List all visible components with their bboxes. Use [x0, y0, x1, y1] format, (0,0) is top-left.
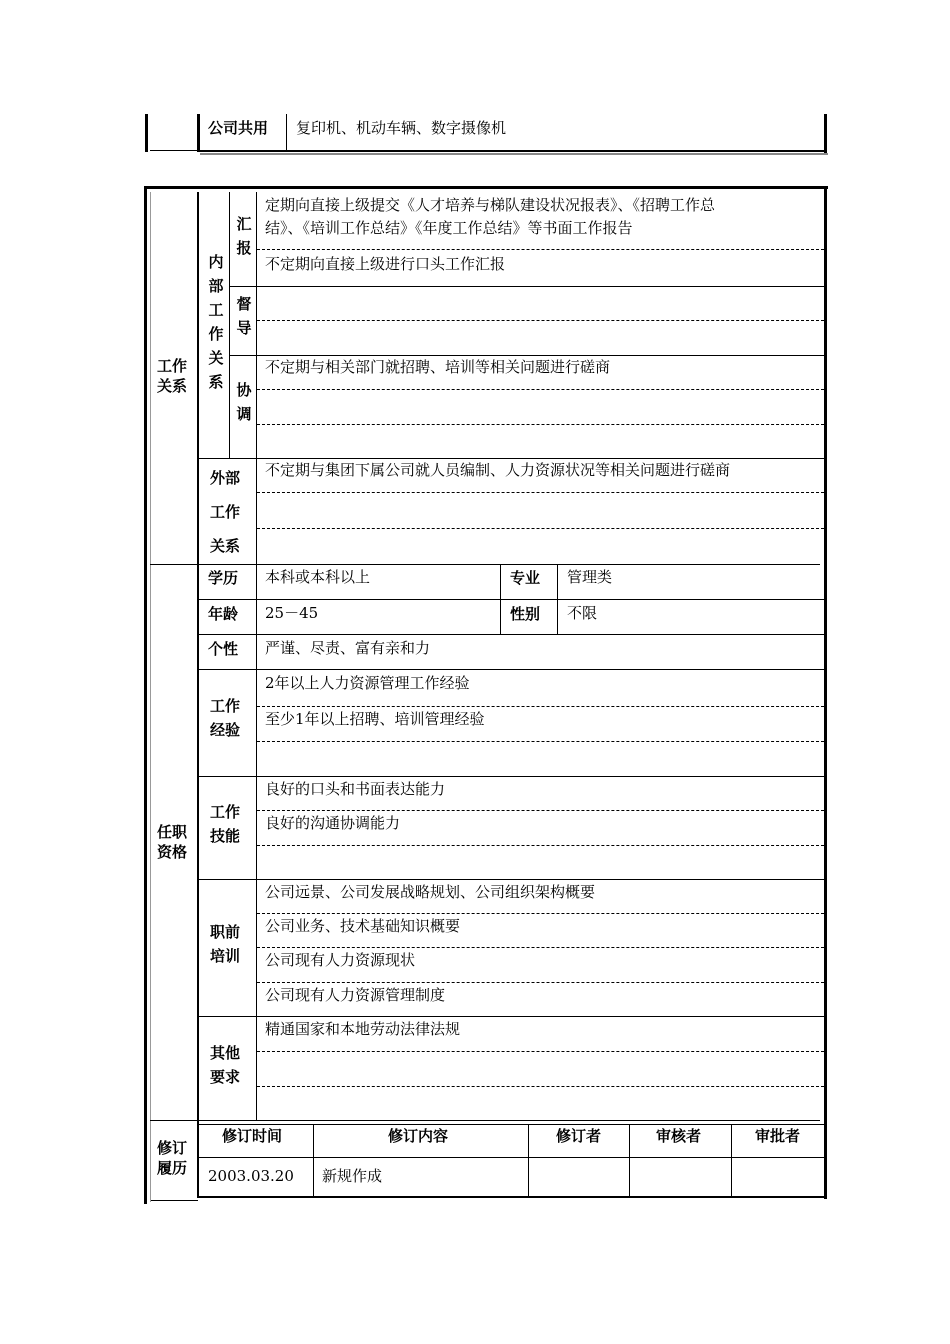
personality-label: 个性 [208, 640, 239, 658]
label-char: 作 [208, 325, 224, 343]
experience-label [210, 694, 240, 742]
label-line: 工作 [210, 803, 241, 821]
header-approver: 审批者 [755, 1127, 801, 1145]
report-label [234, 212, 254, 260]
header-revision-content: 修订内容 [388, 1127, 449, 1145]
supervise-label [234, 292, 254, 340]
row-rule [229, 355, 825, 356]
dashed-rule [257, 913, 824, 914]
cell-divider [731, 1124, 732, 1198]
skills-item-2: 良好的沟通协调能力 [265, 814, 401, 832]
major-value: 管理类 [567, 568, 613, 586]
label-line: 培训 [210, 947, 241, 965]
section-column-border [197, 192, 199, 1198]
dashed-rule [257, 389, 824, 390]
table-shadow [200, 153, 828, 155]
label-line: 职前 [210, 923, 241, 941]
label-line: 修订 [157, 1139, 188, 1157]
revision-date: 2003.03.20 [208, 1167, 294, 1185]
training-item-3: 公司现有人力资源现状 [265, 951, 416, 969]
qualifications-label-2: 资格 [157, 843, 188, 861]
header-reviser: 修订者 [556, 1127, 602, 1145]
label-char: 调 [236, 405, 252, 423]
report-text-2: 不定期向直接上级进行口头工作汇报 [265, 255, 506, 273]
training-item-1: 公司远景、公司发展战略规划、公司组织架构概要 [265, 883, 596, 901]
row-rule [229, 286, 825, 287]
label-line: 外部 [210, 469, 241, 487]
header-reviewer: 审核者 [656, 1127, 702, 1145]
qualifications-label-1: 任职 [157, 823, 188, 841]
internal-column-divider [229, 192, 230, 458]
cell-divider [313, 1124, 314, 1198]
label-char: 内 [208, 253, 224, 271]
report-text-1b: 结》、《培训工作总结》《年度工作总结》等书面工作报告 [265, 219, 633, 237]
personality-value: 严谨、尽责、富有亲和力 [265, 639, 431, 657]
label-char: 关 [208, 349, 224, 367]
section-column-shadow [150, 192, 151, 1202]
row-rule [199, 776, 825, 777]
dashed-rule [257, 320, 824, 321]
content-column-divider [256, 192, 257, 564]
revision-history-label [157, 1138, 187, 1178]
row-rule [199, 669, 825, 670]
header-revision-time: 修订时间 [222, 1127, 283, 1145]
skills-label [210, 800, 240, 848]
row-rule [199, 1157, 825, 1158]
revision-content: 新规作成 [322, 1167, 383, 1185]
dashed-rule [257, 741, 824, 742]
major-label: 专业 [510, 569, 541, 587]
education-label: 学历 [208, 569, 239, 587]
table-border [197, 150, 827, 152]
work-relations-label-1: 工作 [157, 357, 188, 375]
table-border [145, 114, 148, 152]
cell-divider [286, 114, 287, 150]
label-char: 协 [236, 381, 252, 399]
table-rule [150, 150, 198, 151]
dashed-rule [257, 249, 824, 250]
label-line: 履历 [157, 1159, 188, 1177]
dashed-rule [257, 1051, 824, 1052]
age-value: 25－45 [265, 604, 319, 622]
shared-equipment-value: 复印机、机动车辆、数字摄像机 [296, 119, 507, 137]
report-text-1a: 定期向直接上级提交《人才培养与梯队建设状况报表》、《招聘工作总 [265, 196, 716, 214]
coordinate-text-1: 不定期与相关部门就招聘、培训等相关问题进行磋商 [265, 358, 611, 376]
table-rule [150, 1200, 198, 1201]
dashed-rule [257, 492, 824, 493]
label-char: 汇 [236, 215, 252, 233]
label-char: 督 [236, 295, 252, 313]
row-rule [199, 879, 825, 880]
label-char: 部 [208, 277, 224, 295]
dashed-rule [257, 528, 824, 529]
external-text-1: 不定期与集团下属公司就人员编制、人力资源状况等相关问题进行磋商 [265, 461, 731, 479]
content-column-divider [256, 564, 257, 1120]
other-item-1: 精通国家和本地劳动法律法规 [265, 1020, 461, 1038]
training-item-4: 公司现有人力资源管理制度 [265, 986, 446, 1004]
section-separator [150, 564, 820, 565]
row-rule [199, 458, 825, 459]
dashed-rule [257, 706, 824, 707]
label-line: 技能 [210, 827, 241, 845]
table-bottom-border [197, 1196, 827, 1198]
shared-equipment-label: 公司共用 [208, 119, 269, 137]
other-label [210, 1041, 240, 1089]
label-char: 报 [236, 239, 252, 257]
table-right-border [824, 186, 827, 1199]
education-value: 本科或本科以上 [265, 568, 371, 586]
table-top-border [144, 186, 828, 189]
dashed-rule [257, 810, 824, 811]
label-line: 经验 [210, 721, 241, 739]
row-rule [199, 599, 825, 600]
section-separator [150, 1120, 820, 1121]
row-rule [199, 1016, 825, 1017]
dashed-rule [257, 947, 824, 948]
internal-relations-label [206, 250, 226, 394]
dashed-rule [257, 1086, 824, 1087]
work-relations-label-2: 关系 [157, 377, 188, 395]
dashed-rule [257, 982, 824, 983]
table-border [197, 114, 200, 152]
training-label [210, 920, 240, 968]
label-line: 关系 [210, 537, 241, 555]
gender-value: 不限 [567, 604, 598, 622]
experience-item-1: 2年以上人力资源管理工作经验 [265, 674, 470, 692]
label-char: 导 [236, 319, 252, 337]
label-line: 工作 [210, 697, 241, 715]
age-label: 年龄 [208, 605, 239, 623]
experience-item-2: 至少1年以上招聘、培训管理经验 [265, 710, 485, 728]
table-left-border [144, 186, 147, 1204]
label-line: 工作 [210, 503, 241, 521]
table-border [824, 114, 827, 154]
cell-divider [629, 1124, 630, 1198]
dashed-rule [257, 845, 824, 846]
coordinate-label [234, 378, 254, 426]
skills-item-1: 良好的口头和书面表达能力 [265, 780, 446, 798]
external-relations-label [210, 461, 240, 563]
row-rule [199, 634, 825, 635]
gender-label: 性别 [510, 605, 541, 623]
label-line: 要求 [210, 1068, 241, 1086]
label-line: 其他 [210, 1044, 241, 1062]
label-char: 系 [208, 373, 224, 391]
training-item-2: 公司业务、技术基础知识概要 [265, 917, 461, 935]
cell-divider [528, 1124, 529, 1198]
dashed-rule [257, 424, 824, 425]
label-char: 工 [208, 301, 224, 319]
